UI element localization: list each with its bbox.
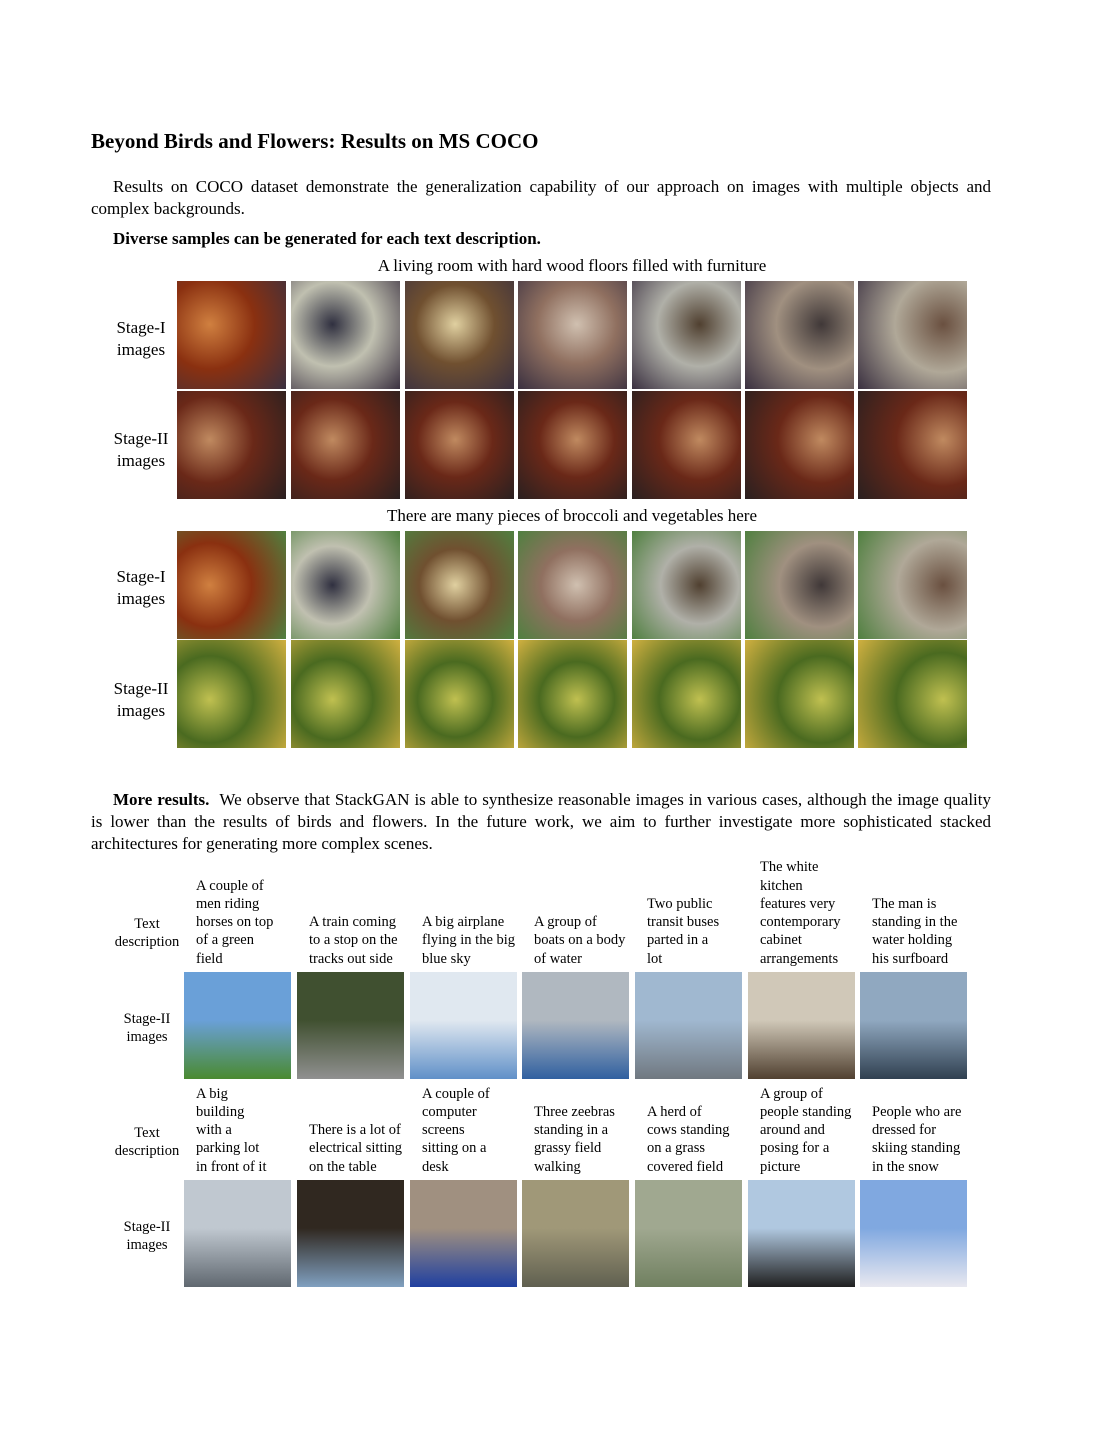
- stage2-image: [522, 1180, 629, 1287]
- generated-image-stage2: [518, 640, 627, 748]
- generated-image-stage2: [745, 391, 854, 499]
- more-results-lead: More results.: [113, 790, 210, 809]
- stage2-image: [184, 1180, 291, 1287]
- generated-image-stage1: [177, 531, 286, 639]
- row-label-stage1: Stage-I images: [116, 318, 166, 359]
- generated-image-stage1: [518, 281, 627, 389]
- generated-image-stage1: [405, 281, 514, 389]
- stage2-image: [410, 1180, 517, 1287]
- more-results-paragraph: [91, 789, 991, 855]
- generated-image-stage1: [632, 281, 741, 389]
- stage2-image: [860, 1180, 967, 1287]
- stage2-images-label: Stage-II images: [123, 1219, 171, 1254]
- generated-image-stage2: [291, 640, 400, 748]
- section-title: Beyond Birds and Flowers: Results on MS COCO: [91, 129, 539, 153]
- generated-image-stage1: [405, 531, 514, 639]
- text-description: A big building with a parking lot in front of it: [196, 1085, 267, 1175]
- stage2-image: [297, 1180, 404, 1287]
- text-description: The white kitchen features very contemporary cabinet arrangements: [760, 859, 841, 967]
- text-description: Three zeebras standing in a grassy field walking: [534, 1103, 615, 1175]
- text-description: A train coming to a stop on the tracks out side: [309, 914, 398, 967]
- intro-paragraph: Results on COCO dataset demonstrate the generalization capability of our approach on images with multiple objects and complex backgrounds.: [91, 177, 991, 218]
- text-description: People who are dressed for skiing standing in the snow: [872, 1103, 962, 1175]
- more-results-text: We observe that StackGAN is able to synthesize reasonable images in various cases, although the image quality is lower than the results of birds and flowers. In the future work, we aim to further investigate more sophisticated stacked architectures for generating more complex scenes.: [91, 790, 991, 853]
- generated-image-stage2: [405, 640, 514, 748]
- generated-image-stage2: [405, 391, 514, 499]
- generated-image-stage1: [518, 531, 627, 639]
- generated-image-stage2: [177, 640, 286, 748]
- row-label-stage2: Stage-II images: [113, 679, 169, 720]
- generated-image-stage2: [858, 391, 967, 499]
- text-description: A herd of cows standing on a grass covered field: [647, 1103, 730, 1175]
- broccoli-caption: There are many pieces of broccoli and vegetables here: [386, 506, 758, 525]
- row-label-stage2: Stage-II images: [113, 429, 169, 470]
- generated-image-stage1: [177, 281, 286, 389]
- text-description: A couple of computer screens sitting on a desk: [422, 1085, 490, 1175]
- generated-image-stage1: [745, 281, 854, 389]
- generated-image-stage2: [291, 391, 400, 499]
- text-description: A group of boats on a body of water: [534, 914, 626, 967]
- stage2-image: [748, 1180, 855, 1287]
- text-description-label: Text description: [114, 1125, 180, 1160]
- generated-image-stage1: [745, 531, 854, 639]
- generated-image-stage1: [291, 281, 400, 389]
- text-description: Two public transit buses parted in a lot: [647, 895, 720, 967]
- text-description: A couple of men riding horses on top of a green field: [196, 877, 274, 967]
- generated-image-stage1: [632, 531, 741, 639]
- text-description-label: Text description: [114, 916, 180, 951]
- generated-image-stage2: [632, 391, 741, 499]
- generated-image-stage1: [291, 531, 400, 639]
- stage2-image: [635, 1180, 742, 1287]
- generated-image-stage2: [632, 640, 741, 748]
- generated-image-stage1: [858, 281, 967, 389]
- text-description: There is a lot of electrical sitting on the table: [309, 1122, 403, 1175]
- generated-image-stage2: [858, 640, 967, 748]
- generated-image-stage1: [858, 531, 967, 639]
- row-label-stage1: Stage-I images: [116, 567, 166, 608]
- text-description: A big airplane flying in the big blue sky: [422, 914, 516, 967]
- diverse-heading: Diverse samples can be generated for each text description.: [113, 229, 541, 248]
- living-room-caption: A living room with hard wood floors filled with furniture: [377, 256, 767, 275]
- generated-image-stage2: [177, 391, 286, 499]
- text-description: A group of people standing around and posing for a picture: [760, 1085, 852, 1175]
- generated-image-stage2: [518, 391, 627, 499]
- stage2-images-label: Stage-II images: [123, 1011, 171, 1046]
- text-description: The man is standing in the water holding his surfboard: [872, 895, 958, 967]
- generated-image-stage2: [745, 640, 854, 748]
